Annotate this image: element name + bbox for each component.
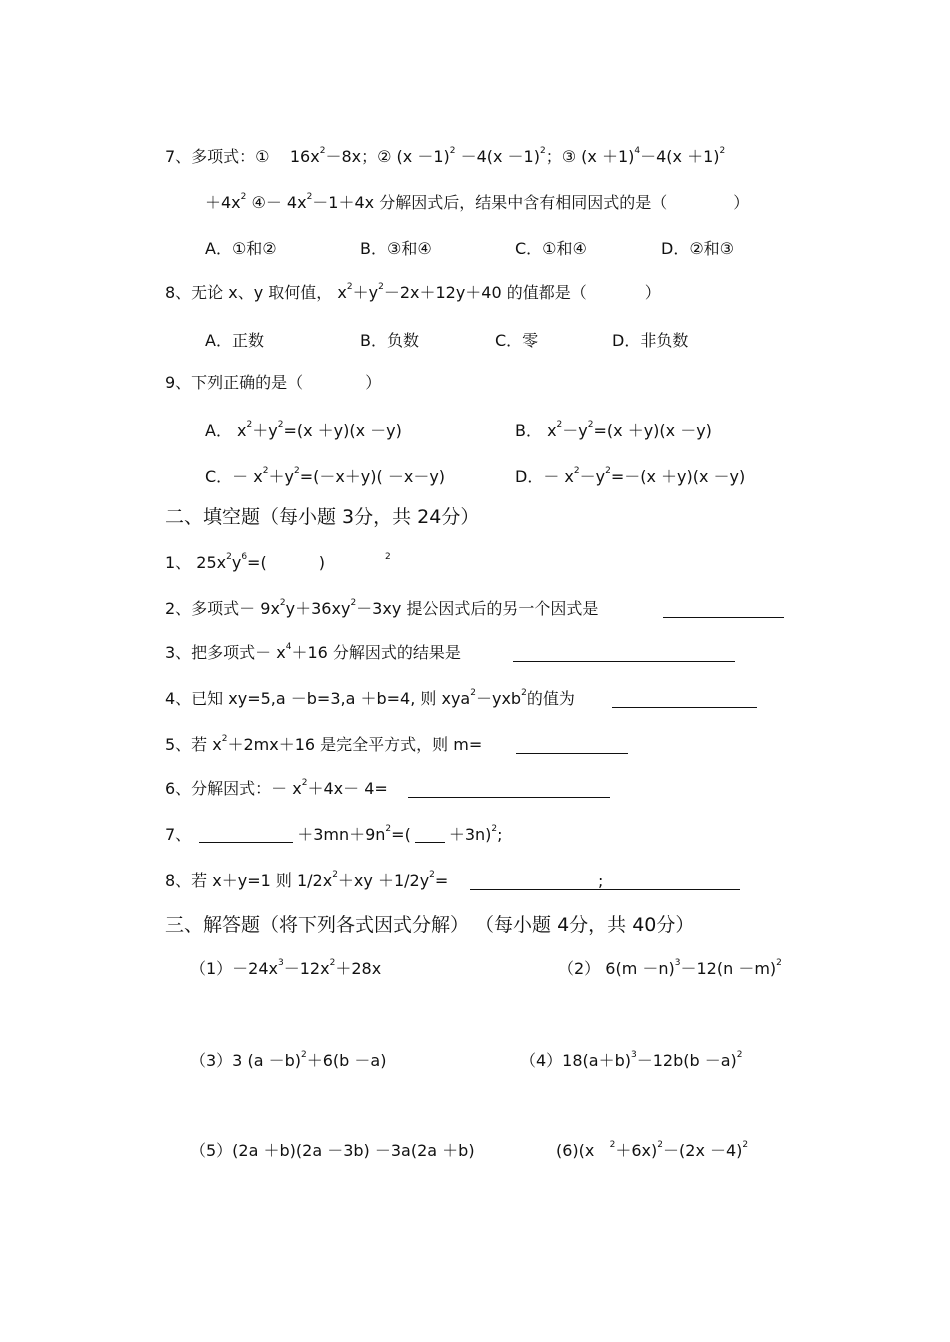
mc-q7-line2: $+4x^2$ ④－ $4x^2-1+4x$ 分解因式后，结果中含有相同因式的是（ ） [205, 192, 750, 212]
mc-q7-option-c: C．①和④ [515, 239, 587, 258]
section3-title: 三、解答题（将下列各式因式分解） （每小题 4分，共 40分） [165, 914, 695, 936]
mc-q8-option-b: B．负数 [360, 331, 419, 350]
fill-q7-blank-2[interactable] [415, 828, 445, 843]
fill-q8-blank[interactable] [470, 875, 740, 890]
fill-q6: 6、分解因式：－ $x^2+4x- 4=$ [165, 778, 388, 798]
problem-2: （2） $6(m -n)^3-12(n -m)^2$ [558, 958, 782, 978]
mc-q8-option-d: D．非负数 [612, 331, 689, 350]
fill-q3: 3、把多项式－ $x^4+16$ 分解因式的结果是 [165, 642, 461, 662]
mc-q7-option-a: A．①和② [205, 239, 277, 258]
mc-q8-option-c: C．零 [495, 331, 539, 350]
fill-q2-blank[interactable] [663, 603, 784, 618]
mc-q9-stem: 9、下列正确的是（ ） [165, 373, 382, 392]
fill-q5-blank[interactable] [516, 739, 628, 754]
fill-q4-blank[interactable] [612, 693, 757, 708]
mc-q9-option-b: B． $x^2-y^2=(x +y)(x -y)$ [515, 420, 712, 440]
fill-q7: 7、 $+3mn+9n^2=( +3n)^2$; [165, 824, 503, 844]
fill-q7-blank-1[interactable] [199, 828, 293, 843]
fill-q8: 8、若 x＋y=1 则 $1/2x^2+xy +1/2y^2=$ [165, 870, 449, 890]
fill-q8-separator: ; [598, 871, 604, 890]
mc-q8-stem: 8、无论 x、y 取何值， $x^2+y^2-2x+12y+40$ 的值都是（ ） [165, 282, 661, 302]
problem-1: $(1)-24x^3-12x^2+28x$ [190, 958, 382, 978]
fill-q1: 1、 $25x^2y^6=$( ) $^2$ [165, 552, 391, 572]
section2-title: 二、填空题（每小题 3分，共 24分） [165, 506, 480, 528]
fill-q2: 2、多项式－ $9x^2y+36xy^2-3xy$ 提公因式后的另一个因式是 [165, 598, 599, 618]
mc-q7-option-d: D．②和③ [661, 239, 735, 258]
problem-5: （5）(2a ＋b)(2a －3b) －3a(2a ＋b) [190, 1141, 475, 1160]
fill-q5: 5、若 $x^2+2mx+16$ 是完全平方式，则 m= [165, 734, 483, 754]
problem-6: (6)(x $^2+6x)^2-(2x -4)^2$ [556, 1140, 749, 1160]
mc-q9-option-c: C．－ $x^2+y^2=(-x+y)( -x-y)$ [205, 466, 446, 486]
mc-q8-option-a: A．正数 [205, 331, 264, 350]
mc-q7-line1: 7、多项式：① $16x^2-8x$；② $(x -1)^2 -4(x -1)^2$；③ $(x +1)^4-4(x +1)^2$ [165, 146, 726, 166]
mc-q9-option-a: A． $x^2+y^2=(x +y)(x -y)$ [205, 420, 402, 440]
mc-q9-option-d: D．－ $x^2-y^2=-(x +y)(x -y)$ [515, 466, 746, 486]
problem-4: $(4)18(a+b)^3-12b(b -a)^2$ [520, 1050, 743, 1070]
problem-3: （3）3 $(a -b)^2+6(b -a)$ [190, 1050, 387, 1070]
fill-q4: 4、已知 xy=5,a －b=3,a ＋b=4, 则 xya$^2$－yxb$^2$的值为 [165, 688, 575, 708]
fill-q6-blank[interactable] [408, 783, 610, 798]
fill-q3-blank[interactable] [513, 647, 735, 662]
mc-q7-option-b: B．③和④ [360, 239, 432, 258]
